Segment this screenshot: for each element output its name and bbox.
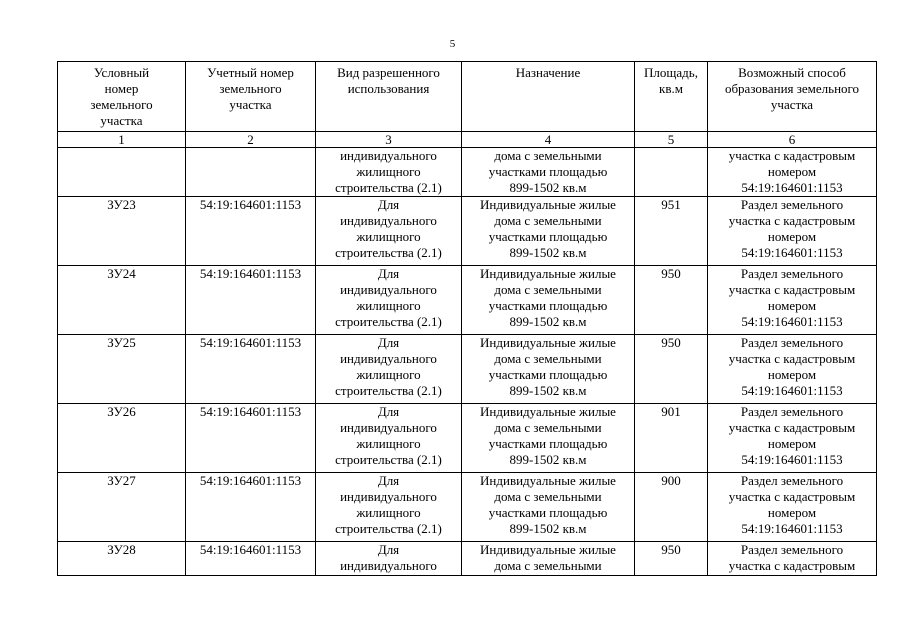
table-header-row [58,62,877,132]
cell-permitted-use [316,542,462,576]
cell-text-line: жилищного [356,436,421,451]
cell-text-line: строительства (2.1) [335,180,442,195]
cell-formation-method [708,266,877,335]
cell-permitted-use [316,197,462,266]
cell-text-line: Для [377,197,400,212]
cell-text-line: 54:19:164601:1153 [741,314,843,329]
cell-text-line: участками площадью [488,505,608,520]
cell-permitted-use [316,335,462,404]
cell-text-line: Назначение [515,65,581,80]
cell-text-line: участка [770,97,814,112]
cell-purpose [462,266,635,335]
cell-text-line: участка с кадастровым [728,213,856,228]
cell-text-line: участка с кадастровым [728,489,856,504]
cell-plot-id: ЗУ28 [58,542,186,576]
cell-text-line: дома с земельными [494,420,602,435]
cell-text-line: Для [377,335,400,350]
cell-permitted-use [316,404,462,473]
cell-text-line: номером [767,367,817,382]
cell-text-line: индивидуального [340,351,437,366]
cell-text-line: 54:19:164601:1153 [741,383,843,398]
column-number: 6 [708,132,877,148]
table-row [58,542,877,576]
cell-text-line: дома с земельными [494,558,602,573]
cell-text-line: участками площадью [488,298,608,313]
cell-text-line: индивидуального [340,213,437,228]
cell-text-line: 54:19:164601:1153 [741,521,843,536]
cell-text-line: участка [100,113,143,128]
cell-area: 900 [635,473,708,542]
cell-text-line: номером [767,164,817,179]
cell-text-line: жилищного [356,367,421,382]
cell-text-line: дома с земельными [494,351,602,366]
column-number: 3 [316,132,462,148]
cell-text-line: Индивидуальные жилые [480,197,616,212]
cell-text-line: земельного [90,97,153,112]
cell-permitted-use [316,266,462,335]
cell-text-line: 899-1502 кв.м [509,521,587,536]
cell-text-line: 54:19:164601:1153 [741,180,843,195]
cell-text-line: 899-1502 кв.м [509,180,587,195]
cell-text-line: индивидуального [340,282,437,297]
cell-purpose [462,404,635,473]
cell-cadastral-number: 54:19:164601:1153 [186,197,316,266]
cell-text-line: 899-1502 кв.м [509,245,587,260]
cell-text-line: Индивидуальные жилые [480,266,616,281]
cell-text-line: участка с кадастровым [728,558,856,573]
cell-text-line: кв.м [659,81,683,96]
cell-text-line: Учетный номер [207,65,294,80]
column-number: 5 [635,132,708,148]
column-number: 4 [462,132,635,148]
land-plots-table [57,61,877,576]
cell-text-line: Вид разрешенного [337,65,440,80]
table-row [58,473,877,542]
cell-text-line: Индивидуальные жилые [480,335,616,350]
cell-purpose [462,148,635,197]
cell-text-line: Площадь, [644,65,698,80]
cell-text-line: Раздел земельного [740,404,844,419]
cell-text-line: 54:19:164601:1153 [741,245,843,260]
cell-text-line: Возможный способ [738,65,846,80]
cell-text-line: строительства (2.1) [335,314,442,329]
cell-text-line: участками площадью [488,229,608,244]
cell-formation-method [708,335,877,404]
cell-cadastral-number: 54:19:164601:1153 [186,335,316,404]
page-number: 5 [449,38,456,50]
cell-text-line: Индивидуальные жилые [480,404,616,419]
header-formation-method [708,62,877,132]
header-area [635,62,708,132]
cell-text-line: дома с земельными [494,489,602,504]
cell-text-line: 899-1502 кв.м [509,383,587,398]
cell-text-line: Индивидуальные жилые [480,473,616,488]
cell-text-line: индивидуального [340,489,437,504]
cell-cadastral-number: 54:19:164601:1153 [186,542,316,576]
cell-text-line: дома с земельными [494,282,602,297]
column-number: 1 [58,132,186,148]
table-row [58,404,877,473]
cell-text-line: участка с кадастровым [728,148,856,163]
header-plot-id [58,62,186,132]
cell-formation-method [708,473,877,542]
cell-text-line: жилищного [356,164,421,179]
header-purpose [462,62,635,132]
cell-formation-method [708,542,877,576]
cell-plot-id [58,148,186,197]
table-row [58,197,877,266]
cell-text-line: индивидуального [340,558,437,573]
cell-plot-id: ЗУ26 [58,404,186,473]
cell-text-line: жилищного [356,505,421,520]
continuation-row [58,148,877,197]
cell-text-line: участками площадью [488,164,608,179]
cell-text-line: номером [767,229,817,244]
cell-formation-method [708,197,877,266]
cell-text-line: дома с земельными [494,148,602,163]
cell-text-line: Для [377,542,400,557]
cell-text-line: номер [104,81,139,96]
cell-text-line: строительства (2.1) [335,245,442,260]
cell-cadastral-number [186,148,316,197]
cell-area: 950 [635,542,708,576]
cell-purpose [462,197,635,266]
cell-text-line: Для [377,266,400,281]
cell-text-line: участка с кадастровым [728,420,856,435]
cell-text-line: участками площадью [488,367,608,382]
cell-text-line: Раздел земельного [740,197,844,212]
cell-text-line: Раздел земельного [740,542,844,557]
cell-text-line: 54:19:164601:1153 [741,452,843,467]
cell-text-line: номером [767,505,817,520]
cell-area: 950 [635,335,708,404]
cell-text-line: жилищного [356,298,421,313]
cell-text-line: Для [377,473,400,488]
cell-plot-id: ЗУ23 [58,197,186,266]
column-number: 2 [186,132,316,148]
cell-text-line: дома с земельными [494,213,602,228]
cell-text-line: участка с кадастровым [728,351,856,366]
cell-plot-id: ЗУ24 [58,266,186,335]
cell-area: 951 [635,197,708,266]
cell-text-line: жилищного [356,229,421,244]
cell-text-line: Для [377,404,400,419]
cell-cadastral-number: 54:19:164601:1153 [186,473,316,542]
cell-purpose [462,335,635,404]
cell-formation-method [708,404,877,473]
cell-text-line: использования [347,81,430,96]
header-cadastral-number [186,62,316,132]
cell-area: 901 [635,404,708,473]
cell-cadastral-number: 54:19:164601:1153 [186,404,316,473]
cell-text-line: участками площадью [488,436,608,451]
cell-text-line: строительства (2.1) [335,452,442,467]
cell-text-line: образования земельного [724,81,860,96]
cell-cadastral-number: 54:19:164601:1153 [186,266,316,335]
cell-plot-id: ЗУ27 [58,473,186,542]
cell-text-line: 899-1502 кв.м [509,452,587,467]
cell-text-line: индивидуального [340,148,437,163]
cell-text-line: Раздел земельного [740,473,844,488]
cell-plot-id: ЗУ25 [58,335,186,404]
cell-area: 950 [635,266,708,335]
cell-text-line: участка с кадастровым [728,282,856,297]
cell-area [635,148,708,197]
cell-text-line: Условный [93,65,150,80]
cell-text-line: номером [767,298,817,313]
cell-text-line: строительства (2.1) [335,521,442,536]
cell-text-line: 899-1502 кв.м [509,314,587,329]
cell-text-line: Индивидуальные жилые [480,542,616,557]
table-row [58,335,877,404]
cell-text-line: участка [229,97,272,112]
table-row [58,266,877,335]
cell-text-line: номером [767,436,817,451]
cell-text-line: строительства (2.1) [335,383,442,398]
cell-text-line: индивидуального [340,420,437,435]
cell-formation-method [708,148,877,197]
cell-purpose [462,542,635,576]
cell-purpose [462,473,635,542]
column-number-row [58,132,877,148]
cell-text-line: Раздел земельного [740,266,844,281]
header-permitted-use [316,62,462,132]
cell-permitted-use [316,473,462,542]
cell-permitted-use [316,148,462,197]
cell-text-line: Раздел земельного [740,335,844,350]
cell-text-line: земельного [219,81,282,96]
